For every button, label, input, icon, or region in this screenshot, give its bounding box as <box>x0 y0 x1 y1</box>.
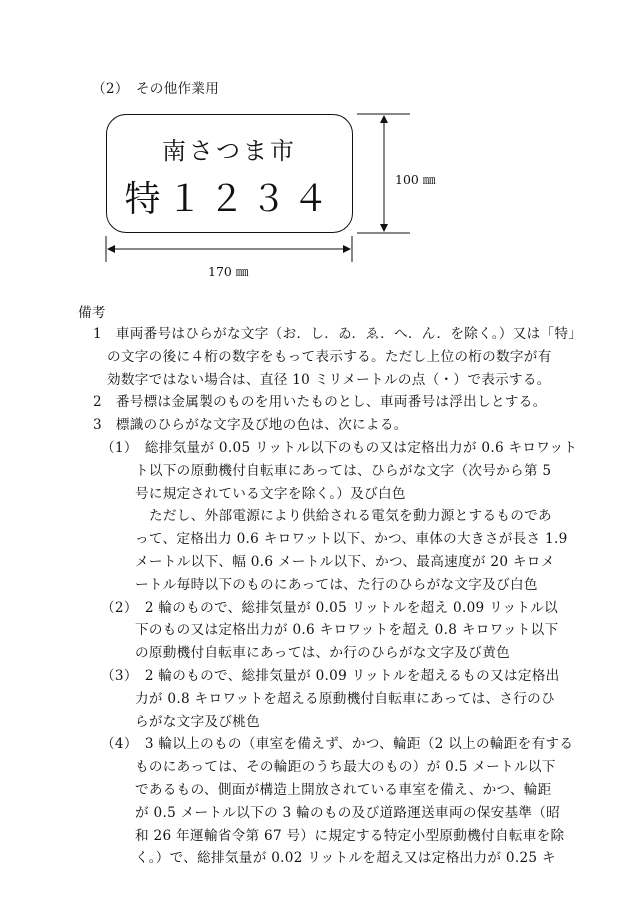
plate-number: 特１２３４ <box>124 179 335 220</box>
plate-city-name: 南さつま市 <box>162 137 297 165</box>
remark-line: 3 標識のひらがな文字及び地の色は、次による。 <box>93 417 408 434</box>
remark-line: 号に規定されている文字を除く。）及び白色 <box>135 485 406 502</box>
section-heading: （2） その他作業用 <box>92 81 220 97</box>
remark-line: ートル毎時以下のものにあっては、た行のひらがな文字及び白色 <box>135 576 538 593</box>
width-dimension-label: 170 ㎜ <box>208 264 249 279</box>
remark-line: ト以下の原動機付自転車にあっては、ひらがな文字（次号から第 5 <box>135 462 552 479</box>
remark-line: （4） 3 輪以上のもの（車室を備えず、かつ、輪距（2 以上の輪距を有する <box>101 736 574 753</box>
remark-line: （2） 2 輪のもので、総排気量が 0.05 リットルを超え 0.09 リットル以 <box>101 599 559 616</box>
remark-line: 1 車両番号はひらがな文字（お．し．ゐ．ゑ．へ．ん．を除く。）又は「特」 <box>93 326 583 342</box>
remark-line: らがな文字及び桃色 <box>135 713 261 730</box>
remark-line: 和 26 年運輸省令第 67 号）に規定する特定小型原動機付自転車を除 <box>135 827 565 844</box>
remark-line: 効数字ではない場合は、直径 10 ミリメートルの点（・）で表示する。 <box>107 371 551 388</box>
remark-line: メートル以下、幅 0.6 メートル以下、かつ、最高速度が 20 キロメ <box>135 554 555 570</box>
remark-line: であるもの、側面が構造上開放されている車室を備え、かつ、輪距 <box>135 782 552 798</box>
height-dimension-label: 100 ㎜ <box>395 172 436 187</box>
remark-line: （3） 2 輪のもので、総排気量が 0.09 リットルを超えるもの又は定格出 <box>101 668 560 684</box>
dimension-lines <box>0 0 630 300</box>
remark-line: 力が 0.8 キロワットを超える原動機付自転車にあっては、さ行のひ <box>135 690 555 707</box>
remark-line: が 0.5 メートル以下の 3 輪のもの及び道路運送車両の保安基準（昭 <box>135 804 561 821</box>
remarks-heading: 備考 <box>78 305 106 321</box>
remark-line: の原動機付自転車にあっては、か行のひらがな文字及び黄色 <box>135 645 510 662</box>
remark-line: ものにあっては、その輪距のうち最大のもの）が 0.5 メートル以下 <box>135 759 556 776</box>
remark-line: （1） 総排気量が 0.05 リットル以下のもの又は定格出力が 0.6 キロワット <box>101 440 578 456</box>
remark-line: く。）で、総排気量が 0.02 リットルを超え又は定格出力が 0.25 キ <box>135 850 556 867</box>
remark-line: ただし、外部電源により供給される電気を動力源とするものであ <box>149 508 552 525</box>
remark-line: って、定格出力 0.6 キロワット以下、かつ、車体の大きさが長さ 1.9 <box>135 531 568 548</box>
remark-line: 下のもの又は定格出力が 0.6 キロワットを超え 0.8 キロワット以下 <box>135 622 559 639</box>
remark-line: 2 番号標は金属製のものを用いたものとし、車両番号は浮出しとする。 <box>93 394 547 411</box>
remark-line: の文字の後に４桁の数字をもって表示する。ただし上位の桁の数字が有 <box>107 348 552 365</box>
